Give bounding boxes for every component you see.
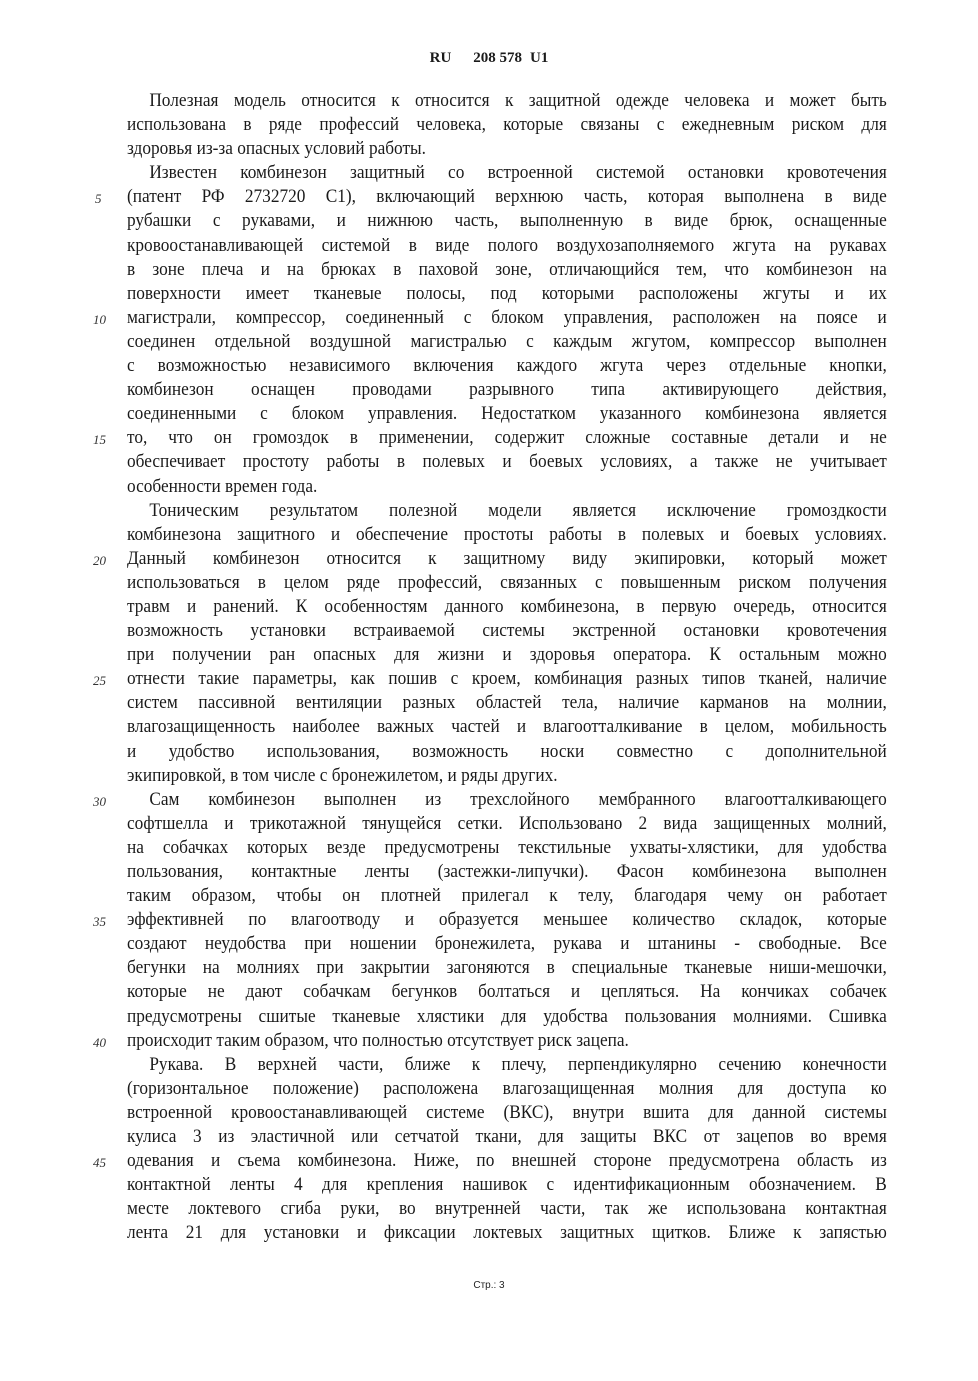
line-number: 15 bbox=[93, 432, 106, 448]
text-line: поверхности имеет тканевые полосы, под которыми расположены жгуты и их bbox=[127, 282, 887, 304]
text-line: экипировкой, в том числе с бронежилетом, и ряды других. bbox=[127, 764, 558, 786]
text-line: в зоне плеча и на брюках в паховой зоне, отличающийся тем, что комбинезон на bbox=[127, 258, 887, 280]
text-line: контактной ленты 4 для крепления нашивок с идентификационным обозначением. В bbox=[127, 1174, 887, 1196]
line-number: 5 bbox=[95, 191, 102, 207]
line-number: 10 bbox=[93, 311, 106, 327]
text-line: одевания и съема комбинезона. Ниже, по внешней стороне предусмотрена область из bbox=[127, 1150, 887, 1172]
line-number: 30 bbox=[93, 793, 106, 809]
text-line: кулиса 3 из эластичной или сетчатой ткани, для защиты ВКС от зацепов во время bbox=[127, 1126, 887, 1148]
line-number: 25 bbox=[93, 673, 106, 689]
text-line: использоваться в целом ряде профессий, связанных с повышенным риском получения bbox=[127, 571, 887, 593]
text-line: здоровья из-за опасных условий работы. bbox=[127, 138, 426, 160]
line-number: 35 bbox=[93, 914, 106, 930]
text-line: рубашки с рукавами, и нижнюю часть, выполненную в виде брюк, оснащенные bbox=[127, 210, 887, 232]
text-line: комбинезон оснащен проводами разрывного типа активирующего действия, bbox=[127, 379, 887, 401]
text-line: травм и ранений. К особенностям данного комбинезона, в первую очередь, относится bbox=[127, 595, 887, 617]
page-number: Стр.: 3 bbox=[473, 1280, 505, 1291]
text-line: Известен комбинезон защитный со встроенной системой остановки кровотечения bbox=[149, 162, 887, 184]
patent-header bbox=[0, 50, 978, 67]
patent-number: 208 578 bbox=[473, 50, 523, 66]
line-number: 20 bbox=[93, 552, 106, 568]
text-line: Полезная модель относится к относится к защитной одежде человека и может быть bbox=[149, 90, 887, 111]
text-line: предусмотрены сшитые тканевые хлястики для удобства пользования молниями. Сшивка bbox=[127, 1005, 887, 1027]
country-code: RU bbox=[429, 50, 452, 66]
text-line: Данный комбинезон относится к защитному виду экипировки, который может bbox=[127, 547, 887, 569]
text-line: Сам комбинезон выполнен из трехслойного мембранного влагоотталкивающего bbox=[149, 788, 887, 810]
text-line: пользования, контактные ленты (застежки-липучки). Фасон комбинезона выполнен bbox=[127, 861, 887, 882]
text-line: влагозащищенность наиболее важных частей и влагоотталкивание в целом, мобильность bbox=[127, 716, 887, 738]
text-line: комбинезона защитного и обеспечение простоты работы в полевых и боевых условиях. bbox=[127, 523, 887, 545]
text-line: Тоническим результатом полезной модели является исключение громоздкости bbox=[149, 499, 887, 521]
text-line: на собачках которых везде предусмотрены текстильные ухваты-хлястики, для удобства bbox=[127, 836, 887, 858]
text-line: соединенными с блоком управления. Недостатком указанного комбинезона является bbox=[127, 403, 887, 425]
text-line: систем пассивной вентиляции разных областей тела, наличие карманов на молнии, bbox=[127, 692, 887, 714]
text-line: кровоостанавливающей системой в виде полого воздухозаполняемого жгута на рукавах bbox=[127, 234, 887, 256]
text-line: то, что он громоздок в применении, содержит сложные составные детали и не bbox=[127, 427, 887, 449]
text-line: месте локтевого сгиба руки, во внутренней части, так же использована контактная bbox=[127, 1198, 887, 1220]
text-line: особенности времен года. bbox=[127, 475, 318, 497]
text-line: возможность установки встраиваемой системы экстренной остановки кровотечения bbox=[127, 620, 887, 642]
text-line: встроенной кровоостанавливающей системе (ВКС), внутри вшита для данной системы bbox=[127, 1101, 887, 1123]
text-line: Рукава. В верхней части, ближе к плечу, перпендикулярно сечению конечности bbox=[149, 1053, 887, 1075]
text-line: (горизонтальное положение) расположена влагозащищенная молния для доступа ко bbox=[127, 1077, 887, 1099]
text-line: бегунки на молниях при закрытии загоняются в специальные тканевые ниши-мешочки, bbox=[127, 957, 887, 979]
patent-kind: U1 bbox=[530, 50, 549, 66]
text-line: таким образом, чтобы он плотней прилегал к телу, благодаря чему он работает bbox=[127, 885, 887, 907]
text-line: и удобство использования, возможность носки совместно с дополнительной bbox=[127, 740, 887, 762]
line-number: 45 bbox=[93, 1155, 106, 1171]
text-line: обеспечивает простоту работы в полевых и боевых условиях, а также не учитывает bbox=[127, 451, 887, 473]
text-line: создают неудобства при ношении бронежилета, рукава и штанины - свободные. Все bbox=[127, 933, 887, 955]
text-line: софтшелла и трикотажной тянущейся сетки. Использовано 2 вида защищенных молний, bbox=[127, 812, 887, 834]
text-line: которые не дают собачкам бегунков болтаться и цепляться. На кончиках собачек bbox=[127, 981, 887, 1003]
text-line: отнести такие параметры, как пошив с кроем, комбинация разных типов тканей, наличие bbox=[127, 668, 887, 690]
text-line: происходит таким образом, что полностью отсутствует риск зацепа. bbox=[127, 1029, 629, 1051]
page-footer bbox=[0, 1280, 978, 1291]
text-line: лента 21 для установки и фиксации локтевых защитных щитков. Ближе к запястью bbox=[127, 1222, 887, 1244]
text-line: эффективней по влагоотводу и образуется меньшее количество складок, которые bbox=[127, 909, 887, 931]
line-number: 40 bbox=[93, 1034, 106, 1050]
text-line: при получении ран опасных для жизни и здоровья оператора. К остальным можно bbox=[127, 644, 887, 666]
description-body bbox=[127, 89, 887, 1246]
text-line: с возможностью независимого включения каждого жгута через отдельные кнопки, bbox=[127, 355, 887, 377]
text-line: (патент РФ 2732720 С1), включающий верхнюю часть, которая выполнена в виде bbox=[127, 186, 887, 208]
text-line: магистрали, компрессор, соединенный с блоком управления, расположен на поясе и bbox=[127, 306, 887, 328]
text-line: соединен отдельной воздушной магистралью с каждым жгутом, компрессор выполнен bbox=[127, 330, 887, 352]
text-line: использована в ряде профессий человека, которые связаны с ежедневным риском для bbox=[127, 114, 887, 136]
